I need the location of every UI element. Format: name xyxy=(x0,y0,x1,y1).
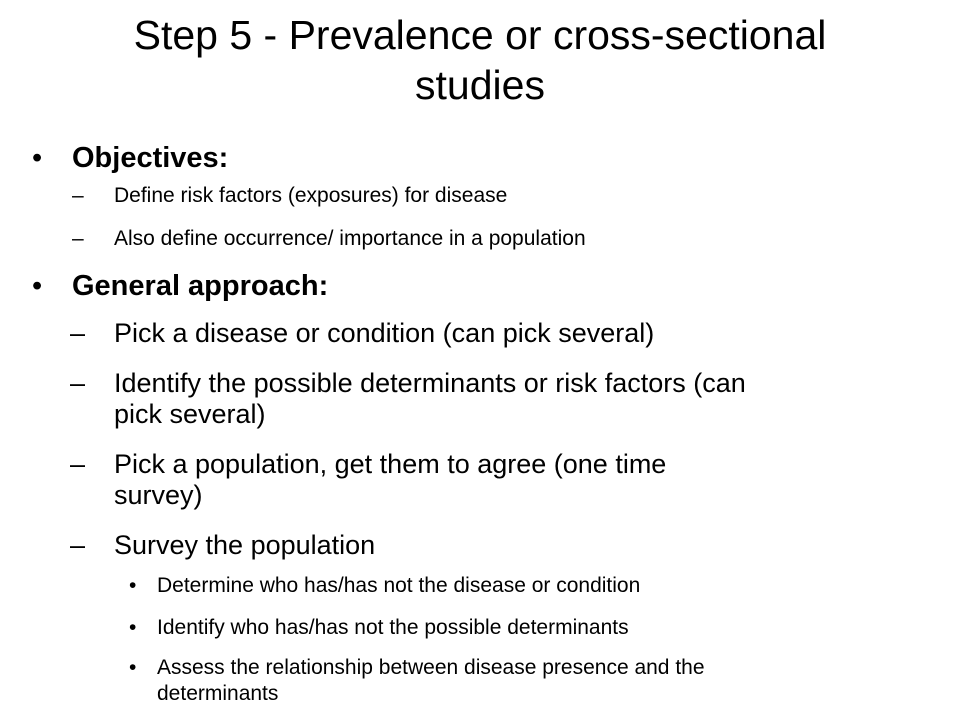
bullet-icon: • xyxy=(32,142,43,174)
slide-title xyxy=(40,10,920,110)
dash-icon: – xyxy=(70,368,86,398)
approach-item xyxy=(70,530,376,561)
approach-item-text: Survey the population xyxy=(114,530,376,560)
survey-subitem xyxy=(129,616,629,640)
dash-icon: – xyxy=(70,530,86,560)
approach-item xyxy=(70,449,667,480)
bullet-icon: • xyxy=(129,574,137,597)
approach-heading xyxy=(32,270,329,303)
objectives-heading xyxy=(32,142,229,175)
dash-icon: – xyxy=(72,227,84,250)
approach-item-text: Pick a population, get them to agree (one time xyxy=(114,449,667,479)
survey-subitem-text: Identify who has/has not the possible determinants xyxy=(157,616,629,639)
survey-subitem-text: Assess the relationship between disease presence and the xyxy=(157,656,705,679)
bullet-icon: • xyxy=(129,616,137,639)
approach-item-text: Pick a disease or condition (can pick several) xyxy=(114,318,655,348)
survey-subitem xyxy=(129,574,641,598)
dash-icon: – xyxy=(70,318,86,348)
objectives-item xyxy=(72,184,508,208)
objectives-item-text: Also define occurrence/ importance in a population xyxy=(114,227,586,250)
approach-item xyxy=(70,368,746,399)
bullet-icon: • xyxy=(129,656,137,679)
bullet-icon: • xyxy=(32,270,43,302)
dash-icon: – xyxy=(72,184,84,207)
approach-item xyxy=(70,318,655,349)
approach-item-text: Identify the possible determinants or risk factors (can xyxy=(114,368,746,398)
approach-item-continuation: survey) xyxy=(114,480,203,510)
survey-subitem xyxy=(129,656,705,680)
survey-subitem-continuation: determinants xyxy=(157,682,279,705)
dash-icon: – xyxy=(70,449,86,479)
survey-subitem-text: Determine who has/has not the disease or condition xyxy=(157,574,641,597)
objectives-item-text: Define risk factors (exposures) for disease xyxy=(114,184,508,207)
objectives-item xyxy=(72,227,586,251)
approach-heading-text: General approach: xyxy=(72,270,329,302)
objectives-heading-text: Objectives: xyxy=(72,142,229,174)
title-line-2: studies xyxy=(415,62,545,108)
title-line-1: Step 5 - Prevalence or cross-sectional xyxy=(133,12,827,58)
approach-item-continuation: pick several) xyxy=(114,399,266,429)
